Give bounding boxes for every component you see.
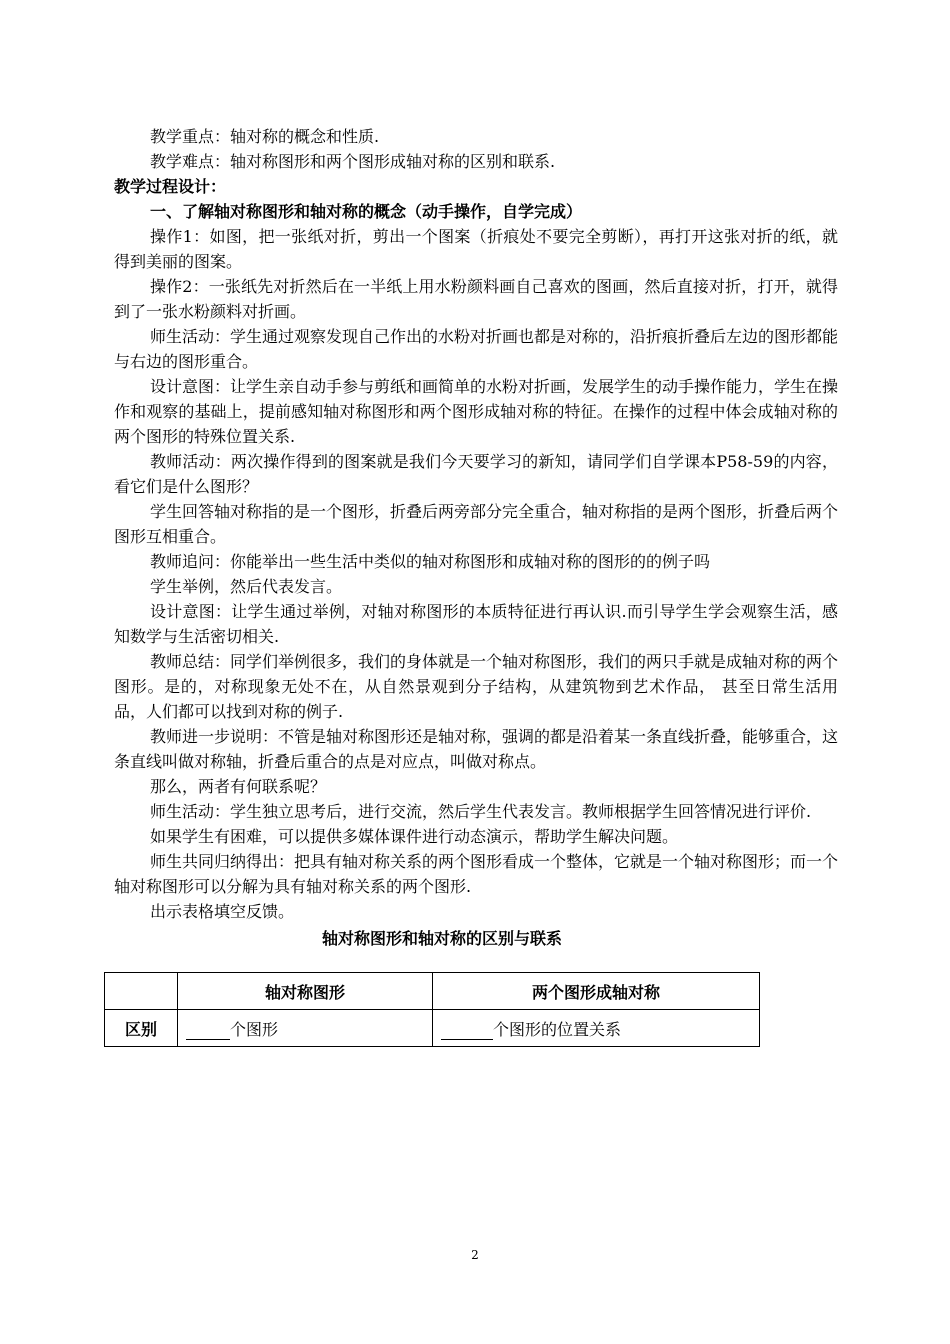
- paragraph: 操作2：一张纸先对折然后在一半纸上用水粉颜料画自己喜欢的图画，然后直接对折，打开，就得到了一张水粉颜料对折画。: [114, 277, 838, 321]
- paragraph: 教师总结：同学们举例很多，我们的身体就是一个轴对称图形，我们的两只手就是成轴对称的两个图形。是的，对称现象无处不在，从自然景观到分子结构，从建筑物到艺术作品， 甚至日常生活用品，人们都可以找到对称的例子.: [114, 652, 839, 721]
- paragraph: 师生活动：学生独立思考后，进行交流，然后学生代表发言。教师根据学生回答情况进行评价.: [150, 802, 812, 821]
- paragraph: 教师活动：两次操作得到的图案就是我们今天要学习的新知，请同学们自学课本P58-59的内容，看它们是什么图形？: [114, 452, 838, 496]
- paragraph: 学生回答轴对称指的是一个图形，折叠后两旁部分完全重合，轴对称指的是两个图形，折叠后两个图形互相重合。: [114, 502, 839, 546]
- paragraph: 那么，两者有何联系呢？: [150, 777, 327, 796]
- table-cell: [433, 1010, 760, 1047]
- table-cell: [178, 1010, 433, 1047]
- table-header-cell: 两个图形成轴对称: [433, 973, 760, 1010]
- paragraph: 学生举例，然后代表发言。: [150, 577, 343, 596]
- paragraph: 教师进一步说明：不管是轴对称图形还是轴对称，强调的都是沿着某一条直线折叠，能够重合，这条直线叫做对称轴，折叠后重合的点是对应点，叫做对称点。: [114, 727, 839, 771]
- paragraph: 设计意图：让学生亲自动手参与剪纸和画简单的水粉对折画，发展学生的动手操作能力，学生在操作和观察的基础上，提前感知轴对称图形和两个图形成轴对称的特征。在操作的过程中体会成轴对称的两个图形的特殊位置关系.: [114, 377, 839, 446]
- cell-text: 个图形: [230, 1019, 279, 1039]
- table-caption: 轴对称图形和轴对称的区别与联系: [321, 929, 562, 948]
- paragraph: 教学重点：轴对称的概念和性质.: [150, 127, 380, 146]
- row-label: 区别: [105, 1010, 178, 1047]
- paragraph: 设计意图：让学生通过举例，对轴对称图形的本质特征进行再认识.而引导学生学会观察生活，感知数学与生活密切相关.: [114, 602, 838, 646]
- document-body: [114, 124, 838, 951]
- paragraph: 师生活动：学生通过观察发现自己作出的水粉对折画也都是对称的，沿折痕折叠后左边的图形都能与右边的图形重合。: [114, 327, 839, 371]
- paragraph: 出示表格填空反馈。: [150, 902, 295, 921]
- subsection-heading: 一、了解轴对称图形和轴对称的概念（动手操作，自学完成）: [150, 202, 583, 221]
- table-header-cell: [105, 973, 178, 1010]
- page-number: 2: [471, 1248, 479, 1262]
- paragraph: 操作1：如图，把一张纸对折，剪出一个图案（折痕处不要完全剪断），再打开这张对折的纸，就得到美丽的图案。: [114, 227, 838, 271]
- fill-blank[interactable]: [441, 1020, 493, 1040]
- paragraph: 教学难点：轴对称图形和两个图形成轴对称的区别和联系.: [150, 152, 556, 171]
- fill-blank[interactable]: [186, 1020, 230, 1040]
- table-header-cell: 轴对称图形: [178, 973, 433, 1010]
- comparison-table: [104, 972, 760, 1047]
- paragraph: 如果学生有困难，可以提供多媒体课件进行动态演示，帮助学生解决问题。: [150, 827, 679, 846]
- paragraph: 师生共同归纳得出：把具有轴对称关系的两个图形看成一个整体，它就是一个轴对称图形；而一个轴对称图形可以分解为具有轴对称关系的两个图形.: [114, 852, 839, 896]
- cell-text: 个图形的位置关系: [493, 1019, 622, 1039]
- paragraph: 教师追问：你能举出一些生活中类似的轴对称图形和成轴对称的图形的的例子吗: [150, 552, 711, 571]
- table-header-row: [105, 973, 760, 1010]
- section-heading: 教学过程设计：: [114, 177, 227, 196]
- table-row: [105, 1010, 760, 1047]
